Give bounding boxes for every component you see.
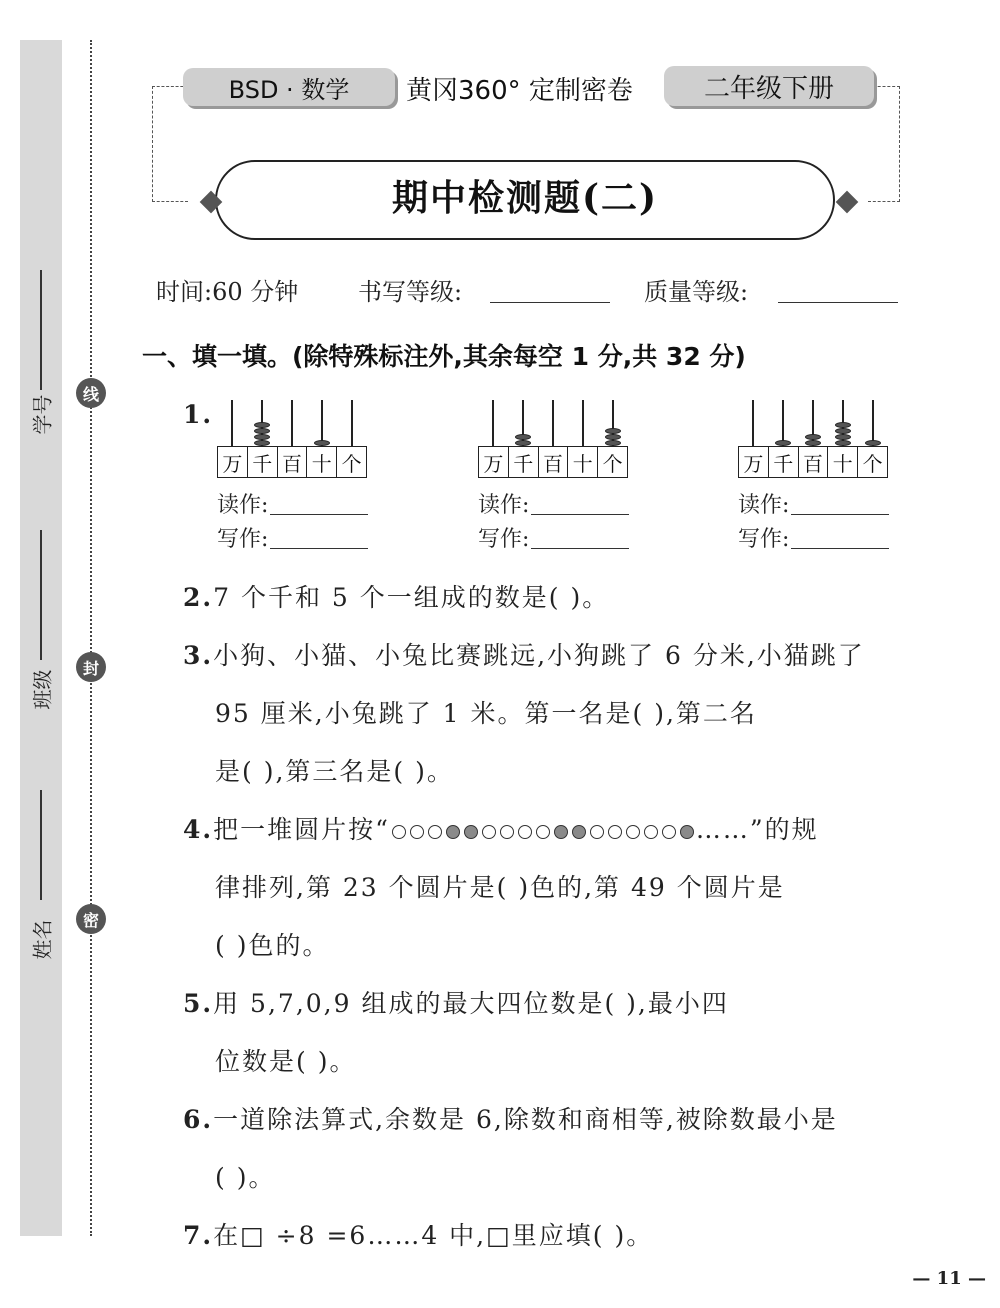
place-value-cell: 十 xyxy=(828,447,858,477)
abacus-rod xyxy=(492,400,494,446)
section-title: 一、填一填。(除特殊标注外,其余每空 1 分,共 32 分) xyxy=(142,342,746,371)
hollow-circle xyxy=(608,825,622,839)
place-value-cell: 十 xyxy=(307,447,337,477)
abacus-bead xyxy=(835,428,851,434)
place-value-cell: 百 xyxy=(278,447,308,477)
abacus xyxy=(217,400,367,480)
hollow-circle xyxy=(662,825,676,839)
write-label: 写作: xyxy=(738,527,790,552)
write-label: 写作: xyxy=(217,527,269,552)
quality-grade-label: 质量等级: xyxy=(644,278,749,306)
writing-grade-label: 书写等级: xyxy=(358,278,463,306)
place-value-cell: 十 xyxy=(568,447,598,477)
hollow-circle xyxy=(590,825,604,839)
circle-pattern xyxy=(392,825,694,839)
hollow-circle xyxy=(410,825,424,839)
question-3-line-3: 是( ),第三名是( )。 xyxy=(215,757,454,786)
place-value-cell: 千 xyxy=(769,447,799,477)
abacus xyxy=(738,400,888,480)
place-value-cell: 万 xyxy=(479,447,509,477)
write-blank[interactable] xyxy=(531,548,629,549)
hollow-circle xyxy=(500,825,514,839)
abacus-rod xyxy=(552,400,554,446)
abacus-bead xyxy=(254,428,270,434)
place-value-row xyxy=(738,446,888,478)
place-value-cell: 个 xyxy=(341,451,362,476)
write-label: 写作: xyxy=(478,527,530,552)
question-4-line-1: 4.把一堆圆片按“ ……”的规 xyxy=(183,815,819,844)
hollow-circle xyxy=(518,825,532,839)
abacus xyxy=(478,400,628,480)
hollow-circle xyxy=(626,825,640,839)
abacus-bead xyxy=(835,434,851,440)
question-4-line-3: ( )色的。 xyxy=(215,931,330,960)
write-blank[interactable] xyxy=(270,548,368,549)
question-5-line-1: 5.用 5,7,0,9 组成的最大四位数是( ),最小四 xyxy=(183,989,729,1018)
abacus-bead xyxy=(605,434,621,440)
writing-grade-blank[interactable] xyxy=(490,302,610,303)
quality-grade-blank[interactable] xyxy=(778,302,898,303)
name-line xyxy=(40,790,42,900)
abacus-bead xyxy=(835,422,851,428)
class-line xyxy=(40,530,42,660)
grade-pill: 二年级下册 xyxy=(664,66,874,106)
question-4-line-2: 律排列,第 23 个圆片是( )色的,第 49 个圆片是 xyxy=(215,873,785,902)
place-value-cell: 万 xyxy=(739,447,769,477)
abacus-rod xyxy=(231,400,233,446)
cut-line xyxy=(90,40,92,1236)
read-blank[interactable] xyxy=(270,514,368,515)
hollow-circle xyxy=(536,825,550,839)
abacus-rod xyxy=(351,400,353,446)
filled-circle xyxy=(446,825,460,839)
name-label: 姓名 xyxy=(30,919,55,960)
question-7: 7.在□ ÷8 =6……4 中,□里应填( )。 xyxy=(183,1221,654,1250)
page-number: — 11 — xyxy=(912,1268,986,1289)
filled-circle xyxy=(464,825,478,839)
place-value-cell: 个 xyxy=(862,451,883,476)
filled-circle xyxy=(572,825,586,839)
write-blank[interactable] xyxy=(791,548,889,549)
place-value-cell: 千 xyxy=(248,447,278,477)
hollow-circle xyxy=(482,825,496,839)
question-6-line-2: ( )。 xyxy=(215,1163,276,1192)
seal-secret: 密 xyxy=(76,904,106,934)
hollow-circle xyxy=(392,825,406,839)
seal-line: 线 xyxy=(76,378,106,408)
time-limit: 时间:60 分钟 xyxy=(156,278,299,306)
place-value-cell: 万 xyxy=(218,447,248,477)
abacus-bead xyxy=(515,434,531,440)
abacus-rod xyxy=(291,400,293,446)
read-label: 读作: xyxy=(217,493,269,518)
abacus-bead xyxy=(605,428,621,434)
question-number: 1. xyxy=(183,400,214,429)
question-6-line-1: 6.一道除法算式,余数是 6,除数和商相等,被除数最小是 xyxy=(183,1105,838,1134)
abacus-bead xyxy=(805,434,821,440)
place-value-row xyxy=(217,446,367,478)
read-label: 读作: xyxy=(478,493,530,518)
series-title: 黄冈360° 定制密卷 xyxy=(406,76,633,106)
subject-pill: BSD · 数学 xyxy=(183,68,395,106)
question-3-line-2: 95 厘米,小兔跳了 1 米。第一名是( ),第二名 xyxy=(215,699,757,728)
question-2: 2.7 个千和 5 个一组成的数是( )。 xyxy=(183,583,610,612)
abacus-bead xyxy=(254,434,270,440)
question-5-line-2: 位数是( )。 xyxy=(215,1047,357,1076)
read-blank[interactable] xyxy=(791,514,889,515)
student-id-line xyxy=(40,270,42,390)
filled-circle xyxy=(554,825,568,839)
filled-circle xyxy=(680,825,694,839)
place-value-cell: 百 xyxy=(539,447,569,477)
diamond-right xyxy=(836,191,859,214)
abacus-bead xyxy=(254,422,270,428)
abacus-rod xyxy=(752,400,754,446)
hollow-circle xyxy=(428,825,442,839)
hollow-circle xyxy=(644,825,658,839)
exam-title: 期中检测题(二) xyxy=(391,177,659,219)
place-value-cell: 千 xyxy=(509,447,539,477)
place-value-cell: 百 xyxy=(799,447,829,477)
header-dash-left xyxy=(152,86,188,202)
read-blank[interactable] xyxy=(531,514,629,515)
question-3-line-1: 3.小狗、小猫、小兔比赛跳远,小狗跳了 6 分米,小猫跳了 xyxy=(183,641,865,670)
seal-seal: 封 xyxy=(76,652,106,682)
read-label: 读作: xyxy=(738,493,790,518)
abacus-rod xyxy=(582,400,584,446)
class-label: 班级 xyxy=(30,669,55,710)
place-value-row xyxy=(478,446,628,478)
header-dash-right xyxy=(868,86,900,202)
place-value-cell: 个 xyxy=(602,451,623,476)
student-id-label: 学号 xyxy=(30,394,55,435)
